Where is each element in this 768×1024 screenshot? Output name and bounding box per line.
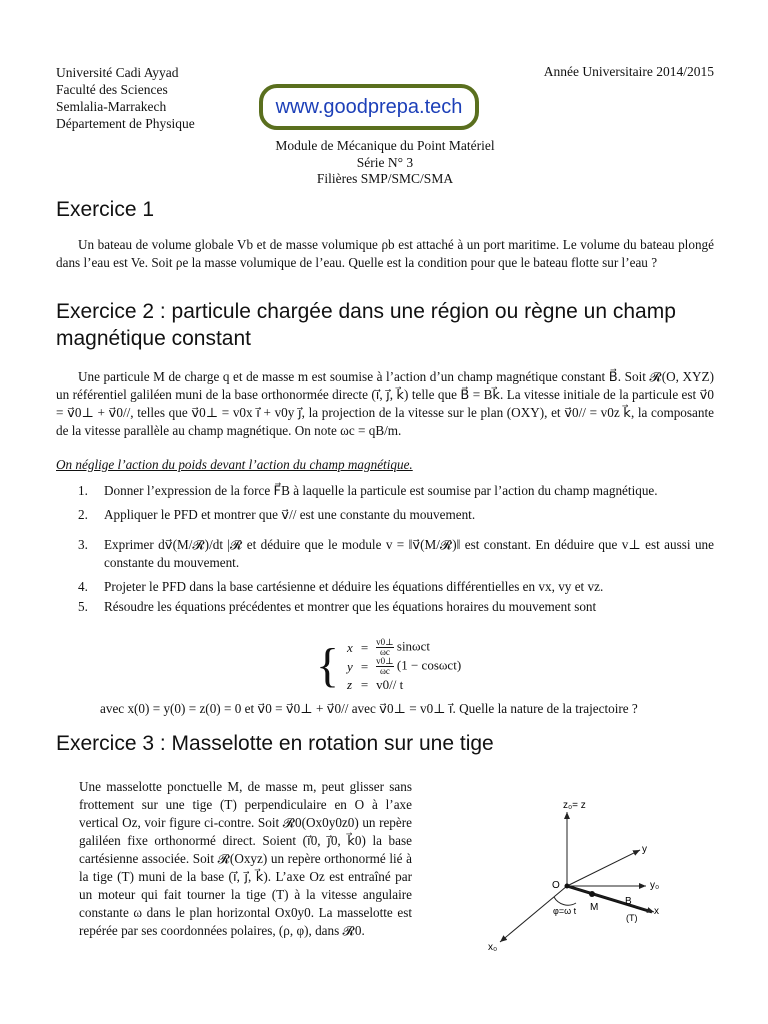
item-text: Donner l’expression de la force F⃗B à laquelle la particule est soumise par l’action du champ magnétique.: [104, 483, 658, 498]
list-item: [78, 506, 714, 524]
item-number: 4.: [78, 579, 88, 594]
left-brace: {: [316, 639, 340, 692]
eq-sign: =: [360, 677, 369, 692]
item-number: 2.: [78, 507, 88, 522]
origin-point: [565, 884, 570, 889]
eq-lhs: z: [347, 677, 353, 692]
rotation-figure: [470, 790, 700, 960]
ex2-paragraph: Une particule M de charge q et de masse m est soumise à l’action d’un champ magnétique constant B⃗. Soit 𝓡(O, XYZ) un référentiel galiléen muni de la base orthonormée directe (i⃗, j⃗, k⃗) telle que B⃗ = Bk⃗. La vitesse initiale de la particule est v⃗0 = v⃗0⊥ + v⃗0//, telles que v⃗0⊥ = v0x i⃗ + v0y j⃗, la projection de la vitesse sur le plan (OXY), et v⃗0// = v0z k⃗, la composante de la vitesse parallèle au champ magnétique. On note ωc = qB/m.: [56, 369, 714, 438]
mass-point: [589, 891, 595, 897]
ex3-text: Une masselotte ponctuelle M, de masse m, peut glisser sans frottement sur une tige (T) perpendiculaire en O à l’axe vertical Oz, voir figure ci-contre. Soit 𝓡0(Ox0y0z0) un repère galiléen fixe orthonormé direct. Soient (i⃗0, j⃗0, k⃗0) la base cartésienne associée. Soit 𝓡(Oxyz) un repère orthonormé lié à la tige (T) muni de la base (i⃗, j⃗, k⃗). L’axe Oz est entraîné par un moteur qui fait tourner la tige (T) à la vitesse angulaire constante ω dans le plan horizontal Ox0y0. La masselotte est repérée par ses coordonnées polaires, (ρ, φ), dans 𝓡0.: [79, 779, 412, 938]
eq-rhs: sinωct: [396, 638, 430, 654]
label-z: z₀= z: [563, 800, 586, 811]
equation-system: [312, 638, 465, 694]
eq-rhs: v0// t: [376, 677, 404, 692]
ex2-title: Exercice 2 : particule chargée dans une région ou règne un champ magnétique constant: [56, 300, 676, 350]
item-text: Appliquer le PFD et montrer que v⃗// est une constante du mouvement.: [104, 507, 476, 522]
label-y0: y₀: [650, 880, 660, 891]
programs: Filières SMP/SMC/SMA: [316, 171, 454, 186]
list-item: [78, 578, 714, 596]
list-item: [78, 482, 714, 500]
ex1-title: Exercice 1: [56, 198, 155, 221]
item-text: Projeter le PFD dans la base cartésienne et déduire les équations différentielles en vx, vy et vz.: [104, 579, 604, 594]
ex1-text: Un bateau de volume globale Vb et de masse volumique ρb est attaché à un port maritime. Le volume du bateau plongé dans l’eau est Ve. Soit ρe la masse volumique de l’eau. Quelle est la condition pour que le bateau flotte sur l’eau ?: [56, 237, 714, 270]
item-number: 5.: [78, 599, 88, 614]
ex2-conditions: avec x(0) = y(0) = z(0) = 0 et v⃗0 = v⃗0⊥ + v⃗0// avec v⃗0⊥ = v0⊥ i⃗. Quelle la nature de la trajectoire ?: [100, 701, 638, 716]
course-title: Module de Mécanique du Point Matériel: [275, 138, 495, 153]
label-angle: φ=ω t: [553, 906, 577, 916]
frac-num: v0⊥: [376, 656, 394, 666]
label-x0: x₀: [488, 942, 498, 953]
series-number: Série N° 3: [356, 154, 414, 170]
label-y: y: [642, 844, 647, 855]
angle-arc: [554, 897, 576, 905]
label-o: O: [552, 880, 560, 891]
eq-lhs: x: [347, 639, 353, 655]
institution-line: Semlalia-Marrakech: [56, 99, 167, 114]
eq-rhs: (1 − cosωct): [396, 657, 462, 673]
list-item: [78, 536, 714, 572]
label-x: x: [654, 906, 659, 917]
item-text: Résoudre les équations précédentes et montrer que les équations horaires du mouvement sont: [104, 599, 597, 614]
label-m: M: [590, 902, 599, 913]
ex2-question-list: [78, 482, 714, 616]
frac-num: v0⊥: [376, 637, 394, 647]
eq-sign: =: [360, 658, 369, 674]
institution-line: Département de Physique: [56, 116, 195, 131]
list-item: [78, 598, 714, 616]
eq-lhs: y: [347, 658, 353, 674]
eq-fraction: [376, 638, 393, 657]
label-b: B: [625, 896, 632, 907]
institution-line: Université Cadi Ayyad: [56, 65, 179, 80]
item-number: 1.: [78, 483, 88, 498]
frac-den: ωc: [376, 666, 393, 676]
label-t: (T): [626, 913, 638, 923]
item-number: 3.: [78, 537, 88, 552]
eq-sign: =: [360, 639, 369, 655]
website-banner[interactable]: www.goodprepa.tech: [259, 84, 479, 130]
x-axis: [567, 886, 654, 912]
y-axis: [567, 850, 640, 886]
frac-den: ωc: [376, 647, 393, 657]
academic-year: Année Universitaire 2014/2015: [543, 64, 714, 79]
ex3-title: Exercice 3 : Masselotte en rotation sur une tige: [56, 732, 494, 755]
ex2-note: On néglige l’action du poids devant l’action du champ magnétique.: [56, 457, 413, 472]
course-block: [180, 138, 590, 188]
item-text: Exprimer dv⃗(M/𝓡)/dt |𝓡 et déduire que le module v = ‖v⃗(M/𝓡)‖ est constant. En déduire que v⊥ est aussi une constante du mouvement.: [104, 537, 714, 570]
eq-fraction: [376, 657, 393, 676]
institution-line: Faculté des Sciences: [56, 82, 168, 97]
